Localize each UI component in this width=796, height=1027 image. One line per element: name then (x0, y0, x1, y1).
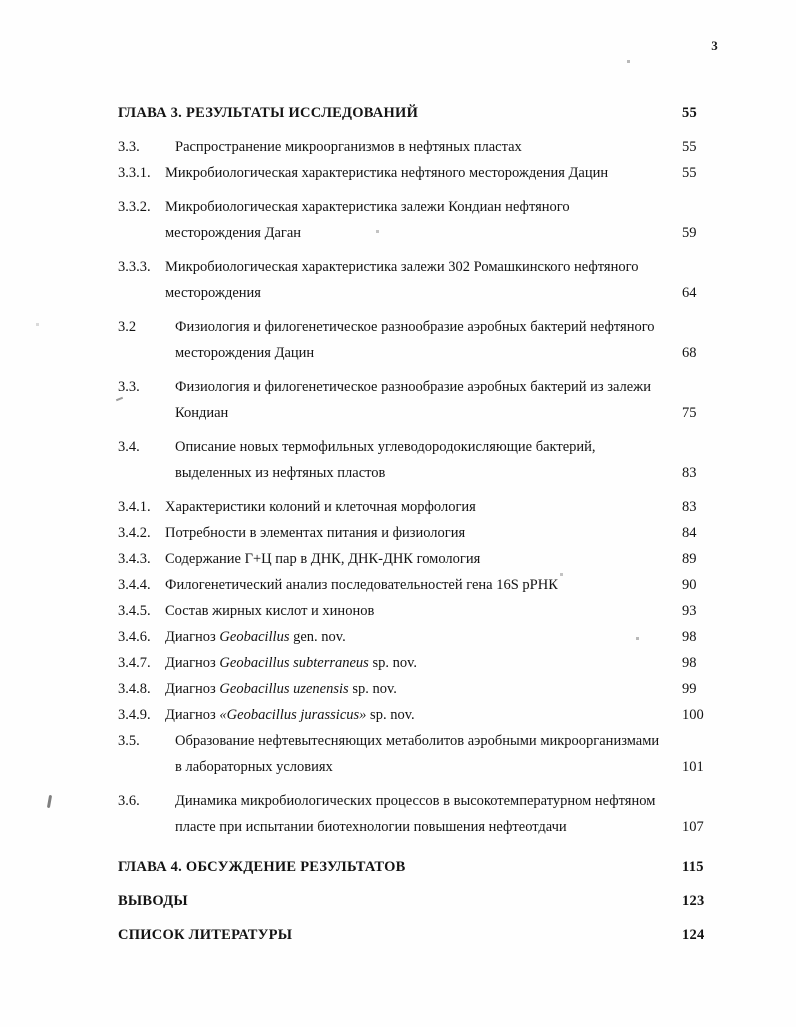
toc-entry-line: Описание новых термофильных углеводородокисляющие бактерий, (175, 439, 596, 455)
toc-entry-number: 3.3. (118, 379, 140, 395)
toc-entry-page-number: 93 (682, 603, 697, 619)
toc-entry-page-number: 123 (682, 893, 705, 909)
toc-entry-line: РЕЗУЛЬТАТЫ ИССЛЕДОВАНИЙ (186, 105, 419, 121)
toc-entry-title (118, 520, 718, 546)
toc-entry-title (118, 100, 718, 126)
toc-entry[interactable] (118, 314, 718, 366)
taxon-name: Geobacillus subterraneus (219, 655, 369, 671)
toc-spacer (118, 126, 718, 134)
toc-entry-line: Микробиологическая характеристика нефтяного месторождения Дацин (165, 165, 609, 181)
toc-entry-title (118, 160, 718, 186)
toc-entry-line: Образование нефтевытесняющих метаболитов аэробными микроорганизмами (175, 733, 660, 749)
toc-entry-title (118, 374, 718, 426)
toc-entry[interactable] (118, 434, 718, 486)
toc-entry-page-number: 89 (682, 551, 697, 567)
toc-spacer (118, 840, 718, 854)
toc-entry-number: 3.4.3. (118, 551, 151, 567)
toc-entry-title (118, 728, 718, 780)
title-text: sp. nov. (348, 681, 397, 697)
toc-entry-number: ГЛАВА 3. (118, 105, 183, 121)
toc-entry-number: 3.4.5. (118, 603, 151, 619)
taxon-name: Geobacillus uzenensis (219, 681, 349, 697)
toc-entry-number: 3.4.6. (118, 629, 151, 645)
toc-entry-line: ГЛАВА 4. ОБСУЖДЕНИЕ РЕЗУЛЬТАТОВ (118, 859, 406, 875)
toc-entry[interactable] (118, 546, 718, 572)
toc-entry-page-number: 75 (682, 405, 697, 421)
toc-entry-title (118, 494, 718, 520)
scan-speckle (36, 323, 39, 326)
title-text: Диагноз (165, 629, 220, 645)
toc-entry-page-number: 100 (682, 707, 704, 723)
toc-entry-line: Филогенетический анализ последовательностей гена 16S рРНК (165, 577, 558, 593)
toc-entry[interactable] (118, 494, 718, 520)
toc-entry-page-number: 64 (682, 285, 697, 301)
toc-entry-line: в лабораторных условиях (175, 759, 333, 775)
toc-entry-page-number: 55 (682, 105, 697, 121)
toc-entry-title (118, 650, 718, 676)
toc-entry-number: 3.4.7. (118, 655, 151, 671)
toc-spacer (118, 306, 718, 314)
title-text: gen. nov. (289, 629, 346, 645)
toc-entry-number: 3.4.8. (118, 681, 151, 697)
toc-entry-line: выделенных из нефтяных пластов (175, 465, 386, 481)
toc-entry[interactable] (118, 374, 718, 426)
toc-entry[interactable] (118, 254, 718, 306)
toc-entry-line: Распространение микроорганизмов в нефтяных пластах (175, 139, 522, 155)
page-folio-number: 3 (711, 38, 718, 53)
toc-entry[interactable] (118, 922, 718, 948)
toc-entry[interactable] (118, 160, 718, 186)
toc-entry-title (118, 788, 718, 840)
toc-entry-line: Микробиологическая характеристика залежи 302 Ромашкинского нефтяного (165, 259, 639, 275)
toc-spacer (118, 246, 718, 254)
toc-entry-line: месторождения Дацин (175, 345, 315, 361)
toc-entry-page-number: 99 (682, 681, 697, 697)
toc-entry[interactable] (118, 100, 718, 126)
toc-spacer (118, 914, 718, 922)
toc-entry-line: Динамика микробиологических процессов в высокотемпературном нефтяном (175, 793, 656, 809)
toc-entry-page-number: 83 (682, 465, 697, 481)
table-of-contents (118, 100, 718, 948)
toc-entry-number: 3.6. (118, 793, 140, 809)
toc-entry-line: Микробиологическая характеристика залежи Кондиан нефтяного (165, 199, 570, 215)
toc-entry-title (118, 134, 718, 160)
title-text: Диагноз (165, 655, 220, 671)
title-text: Диагноз (165, 681, 220, 697)
toc-spacer (118, 486, 718, 494)
toc-entry[interactable] (118, 624, 718, 650)
toc-entry-page-number: 83 (682, 499, 697, 515)
taxon-name: «Geobacillus jurassicus» (219, 707, 367, 723)
toc-entry-number: 3.4.9. (118, 707, 151, 723)
toc-entry-title (118, 702, 718, 728)
toc-entry-page-number: 68 (682, 345, 697, 361)
toc-entry[interactable] (118, 854, 718, 880)
toc-entry-title (118, 194, 718, 246)
scan-speckle (47, 795, 52, 808)
toc-entry-title (118, 854, 718, 880)
toc-entry-page-number: 59 (682, 225, 697, 241)
toc-entry-number: 3.3.3. (118, 259, 151, 275)
toc-entry-page-number: 55 (682, 165, 697, 181)
toc-entry-title (118, 598, 718, 624)
toc-entry-title (118, 922, 718, 948)
toc-entry-page-number: 107 (682, 819, 704, 835)
toc-entry[interactable] (118, 194, 718, 246)
title-text: Диагноз (165, 707, 220, 723)
toc-entry-page-number: 98 (682, 629, 697, 645)
toc-entry[interactable] (118, 650, 718, 676)
toc-entry-number: 3.4.2. (118, 525, 151, 541)
toc-entry-line: пласте при испытании биотехнологии повышения нефтеотдачи (175, 819, 567, 835)
title-text: sp. nov. (366, 707, 415, 723)
toc-entry-number: 3.4.4. (118, 577, 151, 593)
toc-entry-line: Физиология и филогенетическое разнообразие аэробных бактерий нефтяного (175, 319, 655, 335)
toc-entry-line: Состав жирных кислот и хинонов (165, 603, 375, 619)
toc-entry-title (118, 434, 718, 486)
toc-spacer (118, 186, 718, 194)
toc-entry-line: ВЫВОДЫ (118, 893, 188, 909)
scan-speckle (627, 60, 630, 63)
toc-entry-line: СПИСОК ЛИТЕРАТУРЫ (118, 927, 293, 943)
toc-entry-page-number: 124 (682, 927, 705, 943)
toc-spacer (118, 880, 718, 888)
toc-entry[interactable] (118, 676, 718, 702)
toc-spacer (118, 780, 718, 788)
toc-entry-page-number: 98 (682, 655, 697, 671)
toc-entry-page-number: 101 (682, 759, 704, 775)
toc-entry-line: месторождения Даган (165, 225, 302, 241)
toc-entry[interactable] (118, 788, 718, 840)
toc-spacer (118, 426, 718, 434)
toc-entry-number: 3.3.2. (118, 199, 151, 215)
toc-entry[interactable] (118, 598, 718, 624)
toc-entry-line: Кондиан (175, 405, 229, 421)
title-text: sp. nov. (368, 655, 418, 671)
toc-entry-page-number: 90 (682, 577, 697, 593)
toc-entry-title (118, 572, 718, 598)
toc-entry[interactable] (118, 134, 718, 160)
toc-entry-number: 3.5. (118, 733, 140, 749)
taxon-name: Geobacillus (219, 629, 290, 645)
toc-entry-number: 3.4.1. (118, 499, 151, 515)
toc-entry-line: Физиология и филогенетическое разнообразие аэробных бактерий из залежи (175, 379, 651, 395)
toc-entry-page-number: 55 (682, 139, 697, 155)
toc-entry-title (118, 254, 718, 306)
toc-entry-page-number: 115 (682, 859, 704, 875)
toc-entry-number: 3.3. (118, 139, 140, 155)
toc-entry-title (118, 888, 718, 914)
toc-entry[interactable] (118, 572, 718, 598)
toc-entry[interactable] (118, 702, 718, 728)
toc-entry-page-number: 84 (682, 525, 697, 541)
toc-entry[interactable] (118, 520, 718, 546)
toc-entry-title (118, 676, 718, 702)
toc-entry-line: Характеристики колоний и клеточная морфология (165, 499, 476, 515)
toc-entry-title (118, 624, 718, 650)
toc-entry-line: месторождения (165, 285, 261, 301)
toc-entry-number: 3.4. (118, 439, 140, 455)
toc-entry[interactable] (118, 888, 718, 914)
toc-entry-number: 3.2 (118, 319, 137, 335)
toc-entry-title (118, 546, 718, 572)
toc-entry-line: Потребности в элементах питания и физиология (165, 525, 466, 541)
toc-entry-number: 3.3.1. (118, 165, 151, 181)
toc-entry[interactable] (118, 728, 718, 780)
toc-spacer (118, 366, 718, 374)
toc-entry-line: Содержание Г+Ц пар в ДНК, ДНК-ДНК гомология (165, 551, 481, 567)
toc-entry-title (118, 314, 718, 366)
